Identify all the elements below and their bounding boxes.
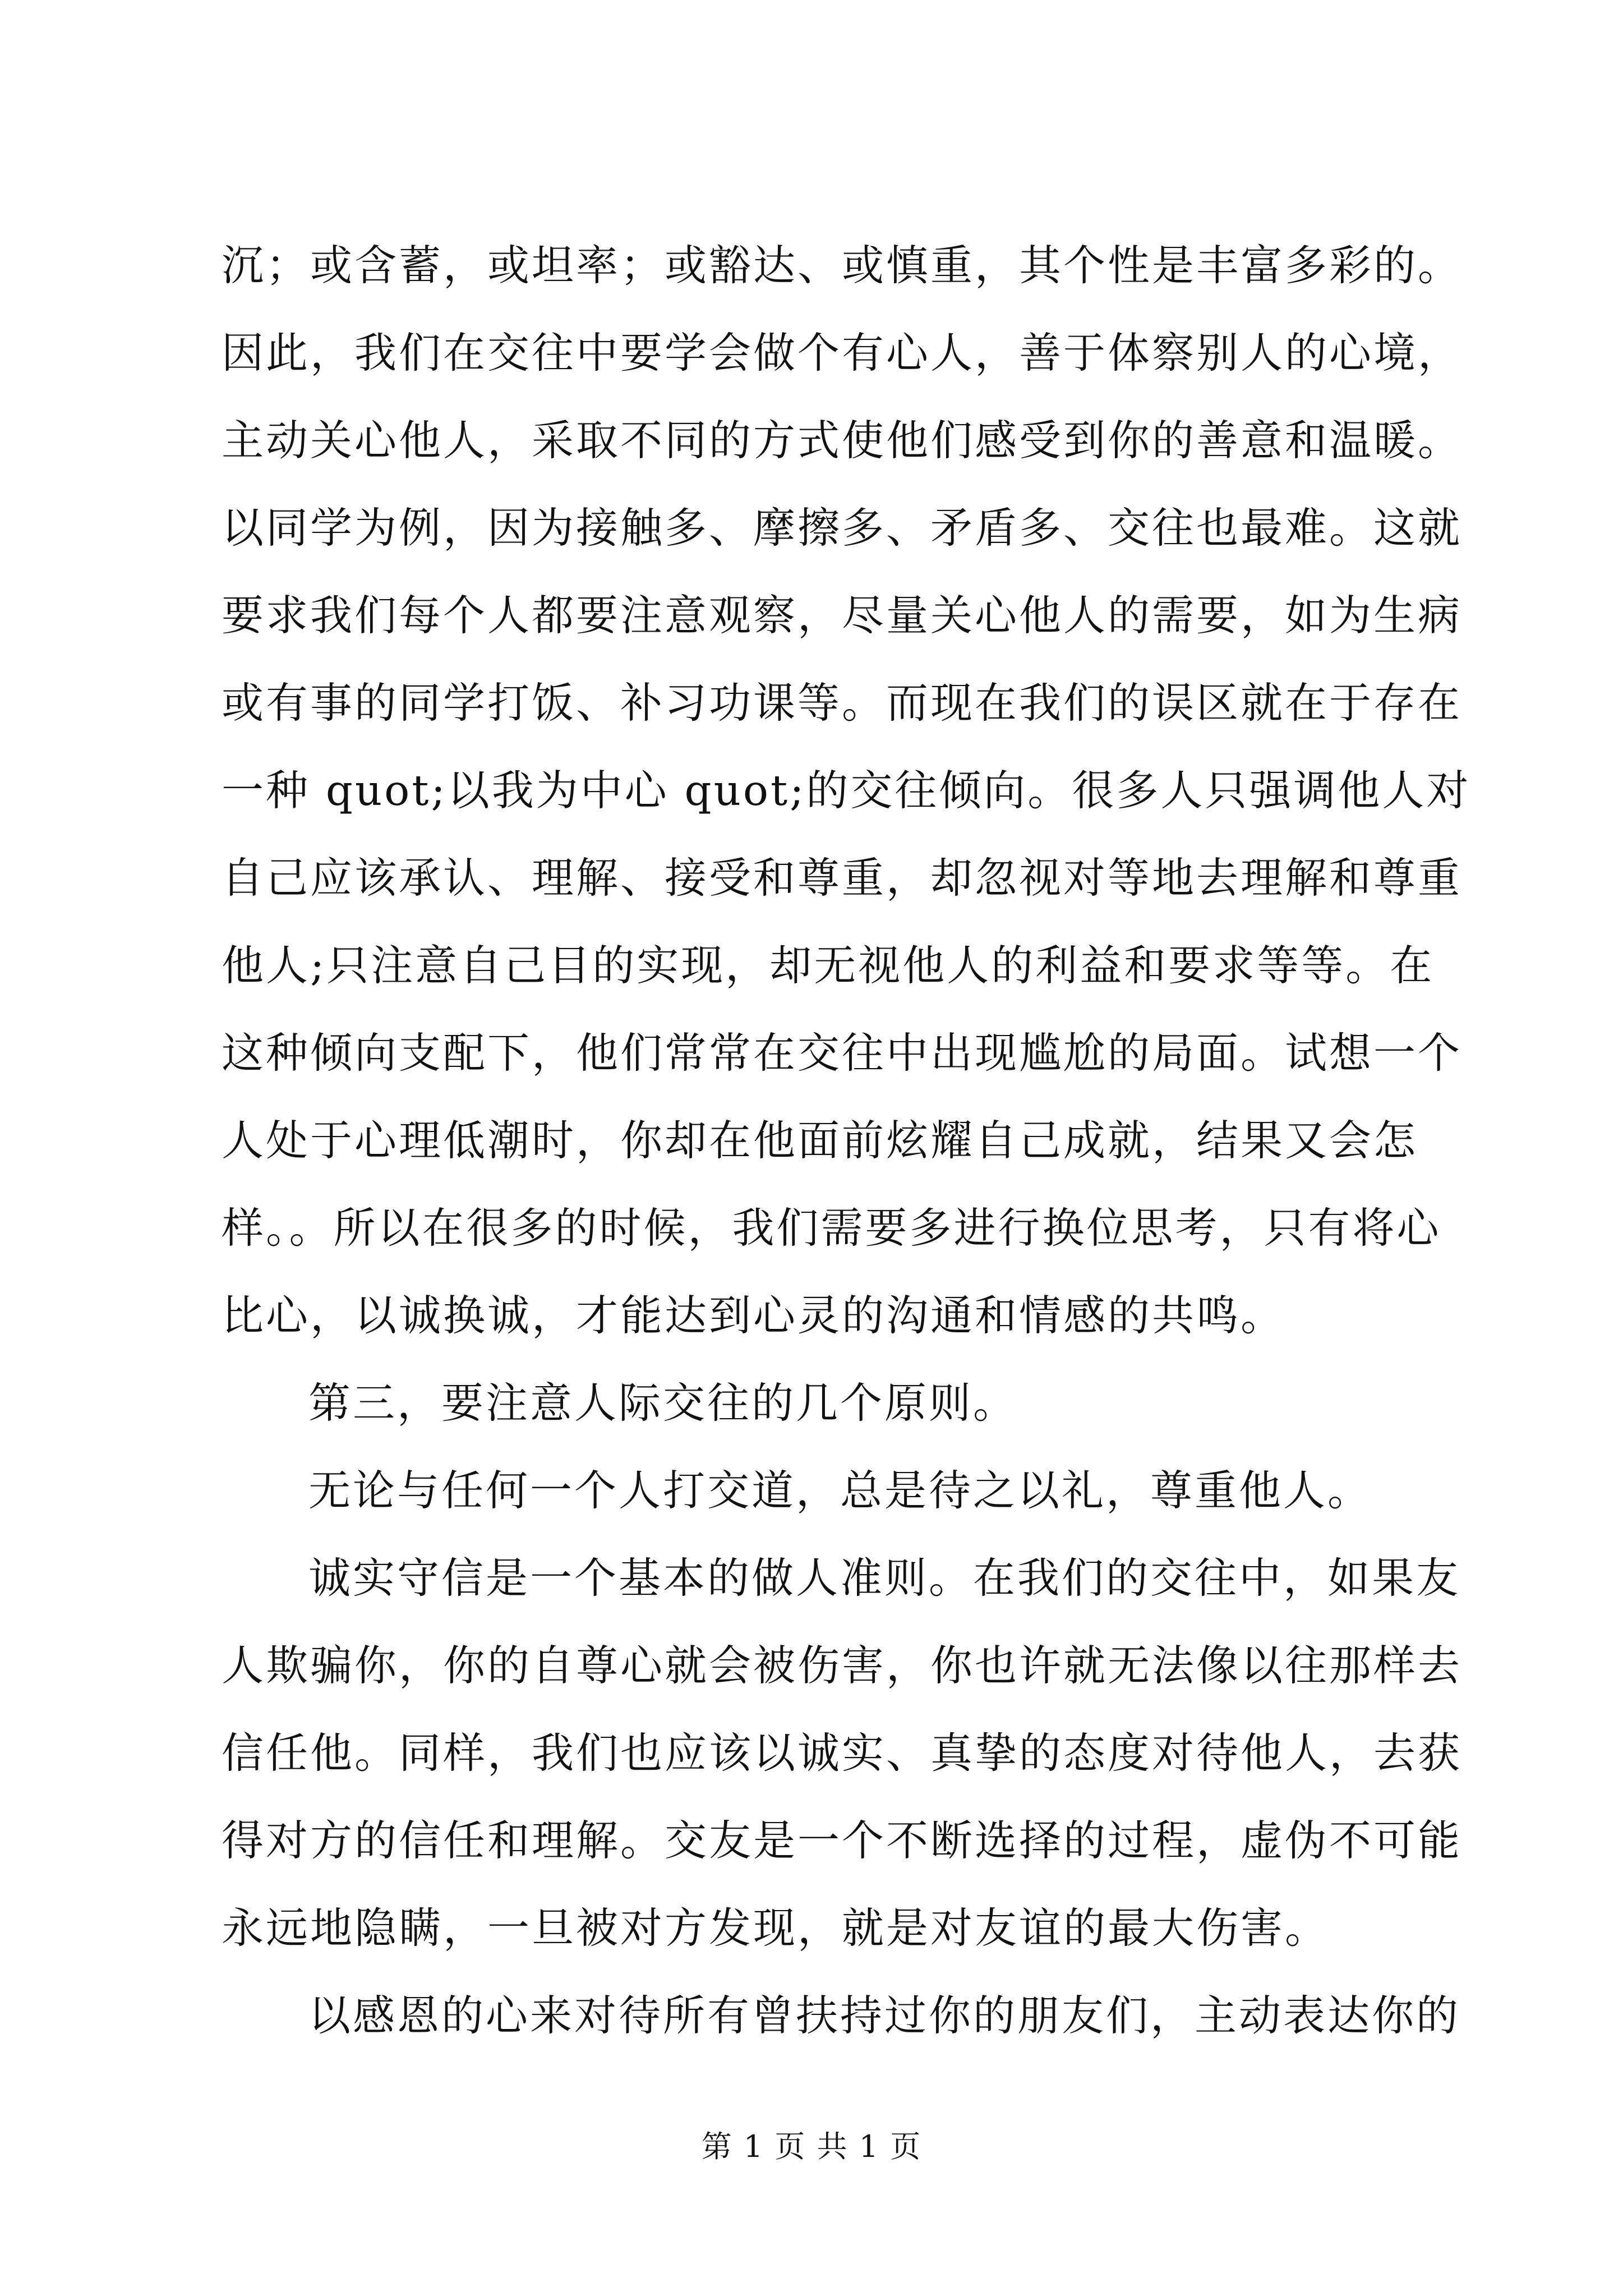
section-heading: 第三，要注意人际交往的几个原则。	[308, 1378, 1018, 1428]
text-line: 自己应该承认、理解、接受和尊重，却忽视对等地去理解和尊重	[222, 853, 1463, 903]
text-line: 永远地隐瞒，一旦被对方发现，就是对友谊的最大伤害。	[222, 1903, 1330, 1953]
text-line: 一种 quot;以我为中心 quot;的交往倾向。很多人只强调他人对	[222, 766, 1471, 815]
paragraph-start: 以感恩的心来对待所有曾扶持过你的朋友们，主动表达你的	[308, 1991, 1461, 2040]
page-footer: 第 1 页 共 1 页	[701, 2129, 922, 2164]
paragraph-start: 诚实守信是一个基本的做人准则。在我们的交往中，如果友	[308, 1553, 1461, 1603]
paragraph-start: 无论与任何一个人打交道，总是待之以礼，尊重他人。	[308, 1466, 1372, 1515]
text-line: 得对方的信任和理解。交友是一个不断选择的过程，虚伪不可能	[222, 1816, 1463, 1865]
text-line: 或有事的同学打饭、补习功课等。而现在我们的误区就在于存在	[222, 678, 1463, 728]
text-line: 他人;只注意自己目的实现，却无视他人的利益和要求等等。在	[222, 941, 1435, 990]
text-line: 样。。所以在很多的时候，我们需要多进行换位思考，只有将心	[222, 1203, 1441, 1253]
text-line: 要求我们每个人都要注意观察，尽量关心他人的需要，如为生病	[222, 591, 1463, 640]
text-line: 比心，以诚换诚，才能达到心灵的沟通和情感的共鸣。	[222, 1291, 1285, 1340]
text-line: 这种倾向支配下，他们常常在交往中出现尴尬的局面。试想一个	[222, 1028, 1463, 1078]
text-line: 人欺骗你，你的自尊心就会被伤害，你也许就无法像以往那样去	[222, 1641, 1463, 1690]
text-line: 因此，我们在交往中要学会做个有心人，善于体察别人的心境，	[222, 328, 1463, 378]
text-line: 以同学为例，因为接触多、摩擦多、矛盾多、交往也最难。这就	[222, 503, 1463, 553]
text-line: 信任他。同样，我们也应该以诚实、真挚的态度对待他人，去获	[222, 1728, 1463, 1778]
text-line: 人处于心理低潮时，你却在他面前炫耀自己成就，结果又会怎	[222, 1116, 1418, 1165]
text-line: 沉；或含蓄，或坦率；或豁达、或慎重，其个性是丰富多彩的。	[222, 241, 1463, 290]
text-line: 主动关心他人，采取不同的方式使他们感受到你的善意和温暖。	[222, 416, 1463, 465]
body-text	[222, 222, 1471, 2059]
